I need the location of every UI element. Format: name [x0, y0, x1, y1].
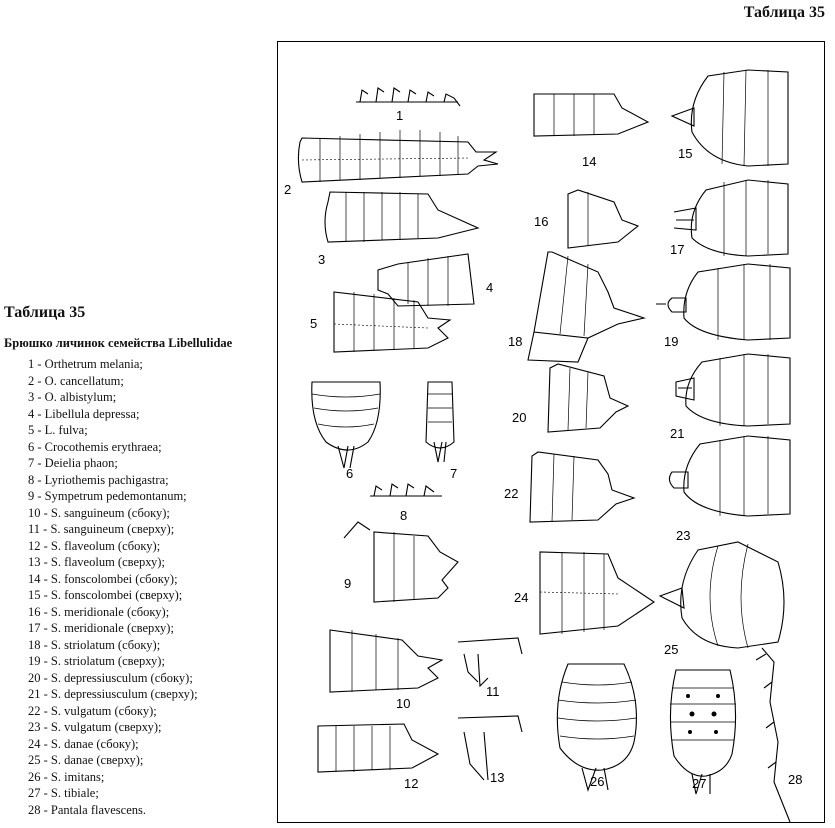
legend-item: 17 - S. meridionale (сверху); — [28, 621, 174, 635]
legend-item: 11 - S. sanguineum (сверху); — [28, 522, 175, 536]
legend-item: 5 - L. fulva; — [28, 423, 88, 437]
fig-number-5: 5 — [310, 316, 318, 331]
legend-item: 13 - S. flaveolum (сверху); — [28, 555, 165, 569]
fig-number-23: 23 — [676, 528, 691, 543]
fig-number-8: 8 — [400, 508, 408, 523]
legend-item: 23 - S. vulgatum (сверху); — [28, 720, 162, 734]
fig-26-drawing — [557, 664, 636, 790]
larval-abdomen-drawings — [278, 42, 826, 824]
fig-11-drawing — [458, 638, 522, 686]
fig-10-drawing — [330, 630, 442, 692]
legend-subtitle: Брюшко личинок семейства Libellulidae — [4, 336, 233, 350]
legend-item: 16 - S. meridionale (сбоку); — [28, 604, 170, 619]
fig-number-21: 21 — [670, 426, 685, 441]
figure-legend — [4, 304, 274, 818]
fig-number-2: 2 — [284, 182, 292, 197]
fig-21-drawing — [676, 354, 790, 426]
legend-title: Таблица 35 — [4, 304, 86, 321]
legend-item: 24 - S. danae (сбоку); — [28, 736, 139, 751]
fig-18-drawing — [528, 252, 644, 362]
fig-number-4: 4 — [486, 280, 494, 295]
fig-25-drawing — [660, 542, 784, 648]
fig-23-drawing — [669, 436, 790, 516]
fig-number-15: 15 — [678, 146, 693, 161]
fig-number-20: 20 — [512, 410, 527, 425]
legend-item: 6 - Crocothemis erythraea; — [28, 439, 162, 454]
fig-4-drawing — [378, 254, 474, 306]
legend-item: 2 - O. cancellatum; — [28, 373, 124, 388]
fig-7-drawing — [426, 382, 454, 462]
fig-number-24: 24 — [514, 590, 529, 605]
legend-item: 3 - O. albistylum; — [28, 390, 117, 404]
fig-number-18: 18 — [508, 334, 523, 349]
legend-item: 7 - Deielia phaon; — [28, 456, 118, 470]
fig-number-16: 16 — [534, 214, 549, 229]
fig-20-drawing — [548, 364, 628, 432]
fig-number-7: 7 — [450, 466, 458, 481]
legend-item: 10 - S. sanguineum (сбоку); — [28, 505, 170, 520]
legend-item: 4 - Libellula depressa; — [28, 406, 140, 421]
fig-24-drawing — [540, 552, 654, 634]
legend-item: 15 - S. fonscolombei (сверху); — [28, 588, 183, 602]
fig-number-9: 9 — [344, 576, 352, 591]
fig-number-22: 22 — [504, 486, 519, 501]
page-header-title: Таблица 35 — [743, 4, 825, 21]
fig-number-27: 27 — [692, 776, 707, 791]
fig-number-19: 19 — [664, 334, 679, 349]
legend-item: 19 - S. striolatum (сверху); — [28, 654, 165, 668]
fig-1-drawing — [356, 88, 460, 106]
fig-5-drawing — [334, 292, 450, 352]
fig-number-12: 12 — [404, 776, 419, 791]
legend-item: 27 - S. tibiale; — [28, 786, 99, 800]
fig-9-drawing — [344, 522, 458, 602]
fig-number-6: 6 — [346, 466, 354, 481]
legend-item: 12 - S. flaveolum (сбоку); — [28, 538, 161, 553]
illustration-plate — [277, 41, 825, 823]
legend-item: 25 - S. danae (сверху); — [28, 753, 144, 767]
legend-item: 14 - S. fonscolombei (сбоку); — [28, 571, 178, 586]
fig-number-25: 25 — [664, 642, 679, 657]
fig-number-14: 14 — [582, 154, 597, 169]
fig-number-11: 11 — [486, 684, 500, 699]
legend-item: 26 - S. imitans; — [28, 769, 105, 784]
legend-item: 21 - S. depressiusculum (сверху); — [28, 687, 198, 701]
legend-item: 9 - Sympetrum pedemontanum; — [28, 489, 187, 503]
fig-19-drawing — [656, 264, 790, 340]
legend-item: 22 - S. vulgatum (сбоку); — [28, 703, 157, 718]
fig-number-13: 13 — [490, 770, 505, 785]
legend-item: 20 - S. depressiusculum (сбоку); — [28, 670, 193, 685]
fig-number-28: 28 — [788, 772, 803, 787]
fig-28-drawing — [756, 648, 790, 822]
legend-item: 1 - Orthetrum melania; — [28, 357, 143, 371]
fig-2-drawing — [298, 130, 498, 182]
legend-item: 18 - S. striolatum (сбоку); — [28, 637, 161, 652]
fig-17-drawing — [674, 180, 788, 256]
fig-14-drawing — [534, 94, 648, 136]
fig-6-drawing — [312, 382, 380, 468]
legend-item: 8 - Lyriothemis pachigastra; — [28, 472, 169, 487]
fig-number-1: 1 — [396, 108, 404, 123]
fig-number-26: 26 — [590, 774, 605, 789]
fig-number-10: 10 — [396, 696, 411, 711]
fig-12-drawing — [318, 724, 438, 772]
fig-22-drawing — [530, 452, 634, 522]
legend-list — [4, 356, 274, 818]
fig-number-3: 3 — [318, 252, 326, 267]
fig-8-drawing — [370, 484, 442, 496]
fig-number-17: 17 — [670, 242, 685, 257]
legend-item: 28 - Pantala flavescens. — [28, 802, 147, 817]
fig-3-drawing — [325, 192, 478, 242]
fig-16-drawing — [568, 190, 638, 248]
